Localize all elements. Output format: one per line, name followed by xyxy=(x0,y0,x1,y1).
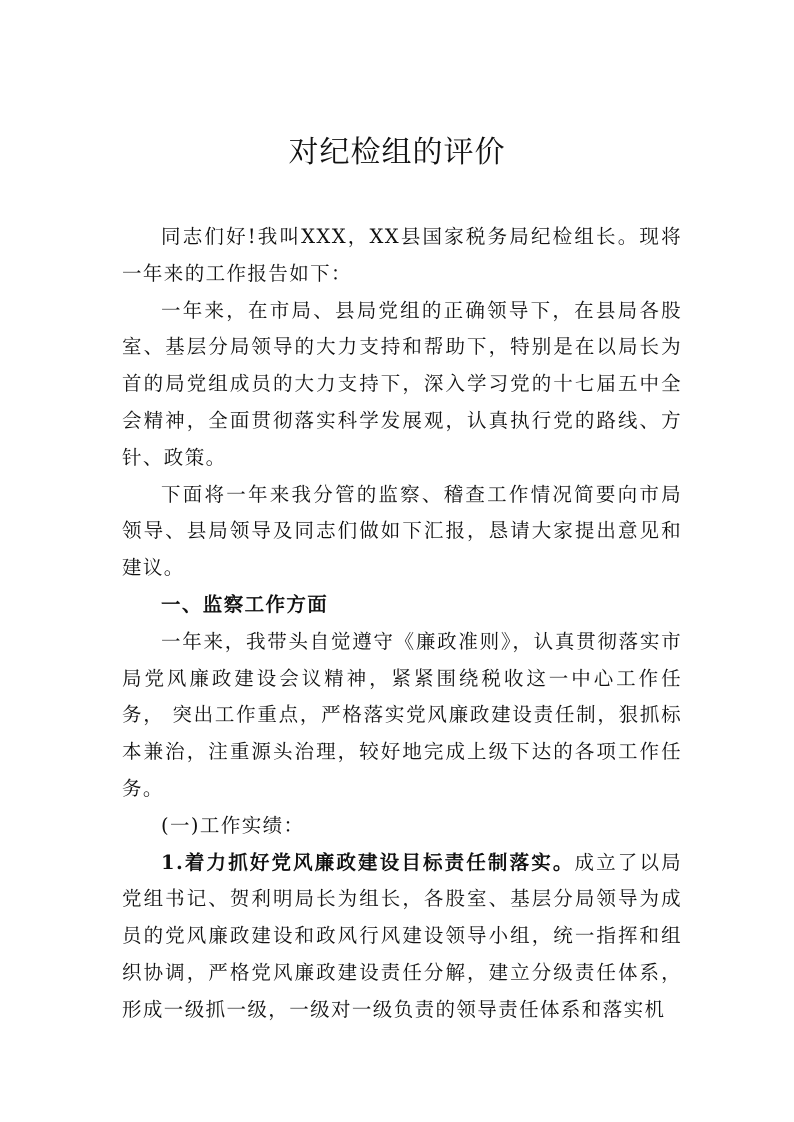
body-paragraph-item-1 xyxy=(122,845,682,1029)
body-paragraph-supervision: 一年来，我带头自觉遵守《廉政准则》，认真贯彻落实市局党风廉政建设会议精神，紧紧围绕税收这一中心工作任务， 突出工作重点，严格落实党风廉政建设责任制，狠抓标本兼治，注重源头治理，较好地完成上级下达的各项工作任务。 xyxy=(122,629,682,800)
section-heading-supervision: 一、监察工作方面 xyxy=(161,592,329,616)
body-paragraph-intro: 一年来，在市局、县局党组的正确领导下，在县局各股室、基层分局领导的大力支持和帮助下，特别是在以局长为首的局党组成员的大力支持下，深入学习党的十七届五中全会精神，全面贯彻落实科学发展观，认真执行党的路线、方针、政策。 xyxy=(122,298,682,469)
document-title: 对纪检组的评价 xyxy=(288,135,506,170)
body-paragraph-report: 下面将一年来我分管的监察、稽查工作情况简要向市局领导、县局领导及同志们做如下汇报，恳请大家提出意见和建议。 xyxy=(122,482,682,580)
document-body xyxy=(122,219,682,1029)
subheading-work-results: (一)工作实绩： xyxy=(161,813,305,837)
body-paragraph-greeting: 同志们好!我叫XXX，XX县国家税务局纪检组长。现将一年来的工作报告如下： xyxy=(122,225,682,285)
item-1-lead: 1.着力抓好党风廉政建设目标责任制落实。 xyxy=(161,850,575,874)
item-1-text: 成立了以局党组书记、贺利明局长为组长，各股室、基层分局领导为成员的党风廉政建设和政风行风建设领导小组，统一指挥和组织协调，严格党风廉政建设责任分解，建立分级责任体系， 形成一级抓一级，一级对一级负责的领导责任体系和落实机 xyxy=(122,850,682,1021)
